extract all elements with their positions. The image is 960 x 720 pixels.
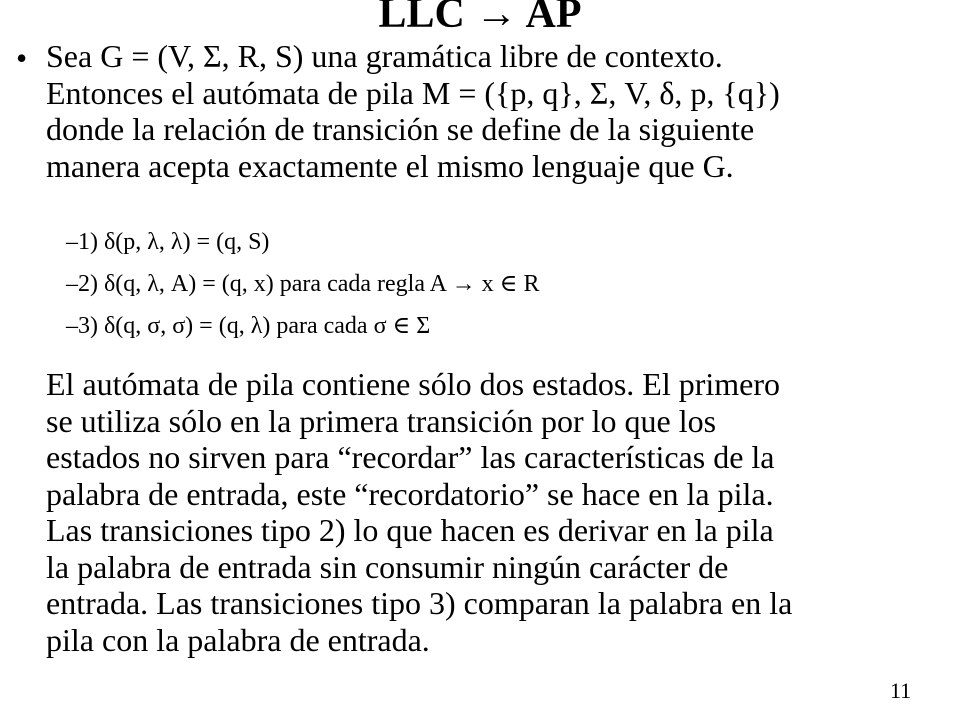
explanation-line: se utiliza sólo en la primera transición por lo que los: [46, 402, 717, 439]
transition-rule-3: –3) δ(q, σ, σ) = (q, λ) para cada σ ∈ Σ: [66, 313, 431, 339]
explanation-line: entrada. Las transiciones tipo 3) comparan la palabra en la: [46, 585, 793, 621]
intro-line: manera acepta exactamente el mismo lenguaje que G.: [46, 147, 734, 184]
transition-rule-1: –1) δ(p, λ, λ) = (q, S): [66, 229, 270, 255]
explanation-line: El autómata de pila contiene sólo dos estados. El primero: [46, 366, 781, 402]
intro-paragraph: [46, 38, 926, 184]
explanation-line: la palabra de entrada sin consumir ningún carácter de: [46, 548, 729, 585]
explanation-line: estados no sirven para “recordar” las características de la: [46, 439, 775, 475]
intro-line: Sea G = (V, Σ, R, S) una gramática libre de contexto.: [46, 38, 723, 74]
intro-line: Entonces el autómata de pila M = ({p, q}, Σ, V, δ, p, {q}): [46, 74, 780, 111]
slide-title: LLC → AP: [378, 0, 582, 37]
intro-line: donde la relación de transición se define de la siguiente: [46, 111, 755, 147]
page-number: 11: [890, 678, 912, 703]
explanation-line: palabra de entrada, este “recordatorio” se hace en la pila.: [46, 475, 774, 512]
explanation-paragraph: [46, 366, 936, 658]
explanation-line: pila con la palabra de entrada.: [46, 621, 430, 658]
bullet-marker: •: [16, 40, 28, 76]
explanation-line: Las transiciones tipo 2) lo que hacen es derivar en la pila: [46, 512, 774, 548]
transition-rule-2: –2) δ(q, λ, A) = (q, x) para cada regla A → x ∈ R: [66, 271, 540, 297]
